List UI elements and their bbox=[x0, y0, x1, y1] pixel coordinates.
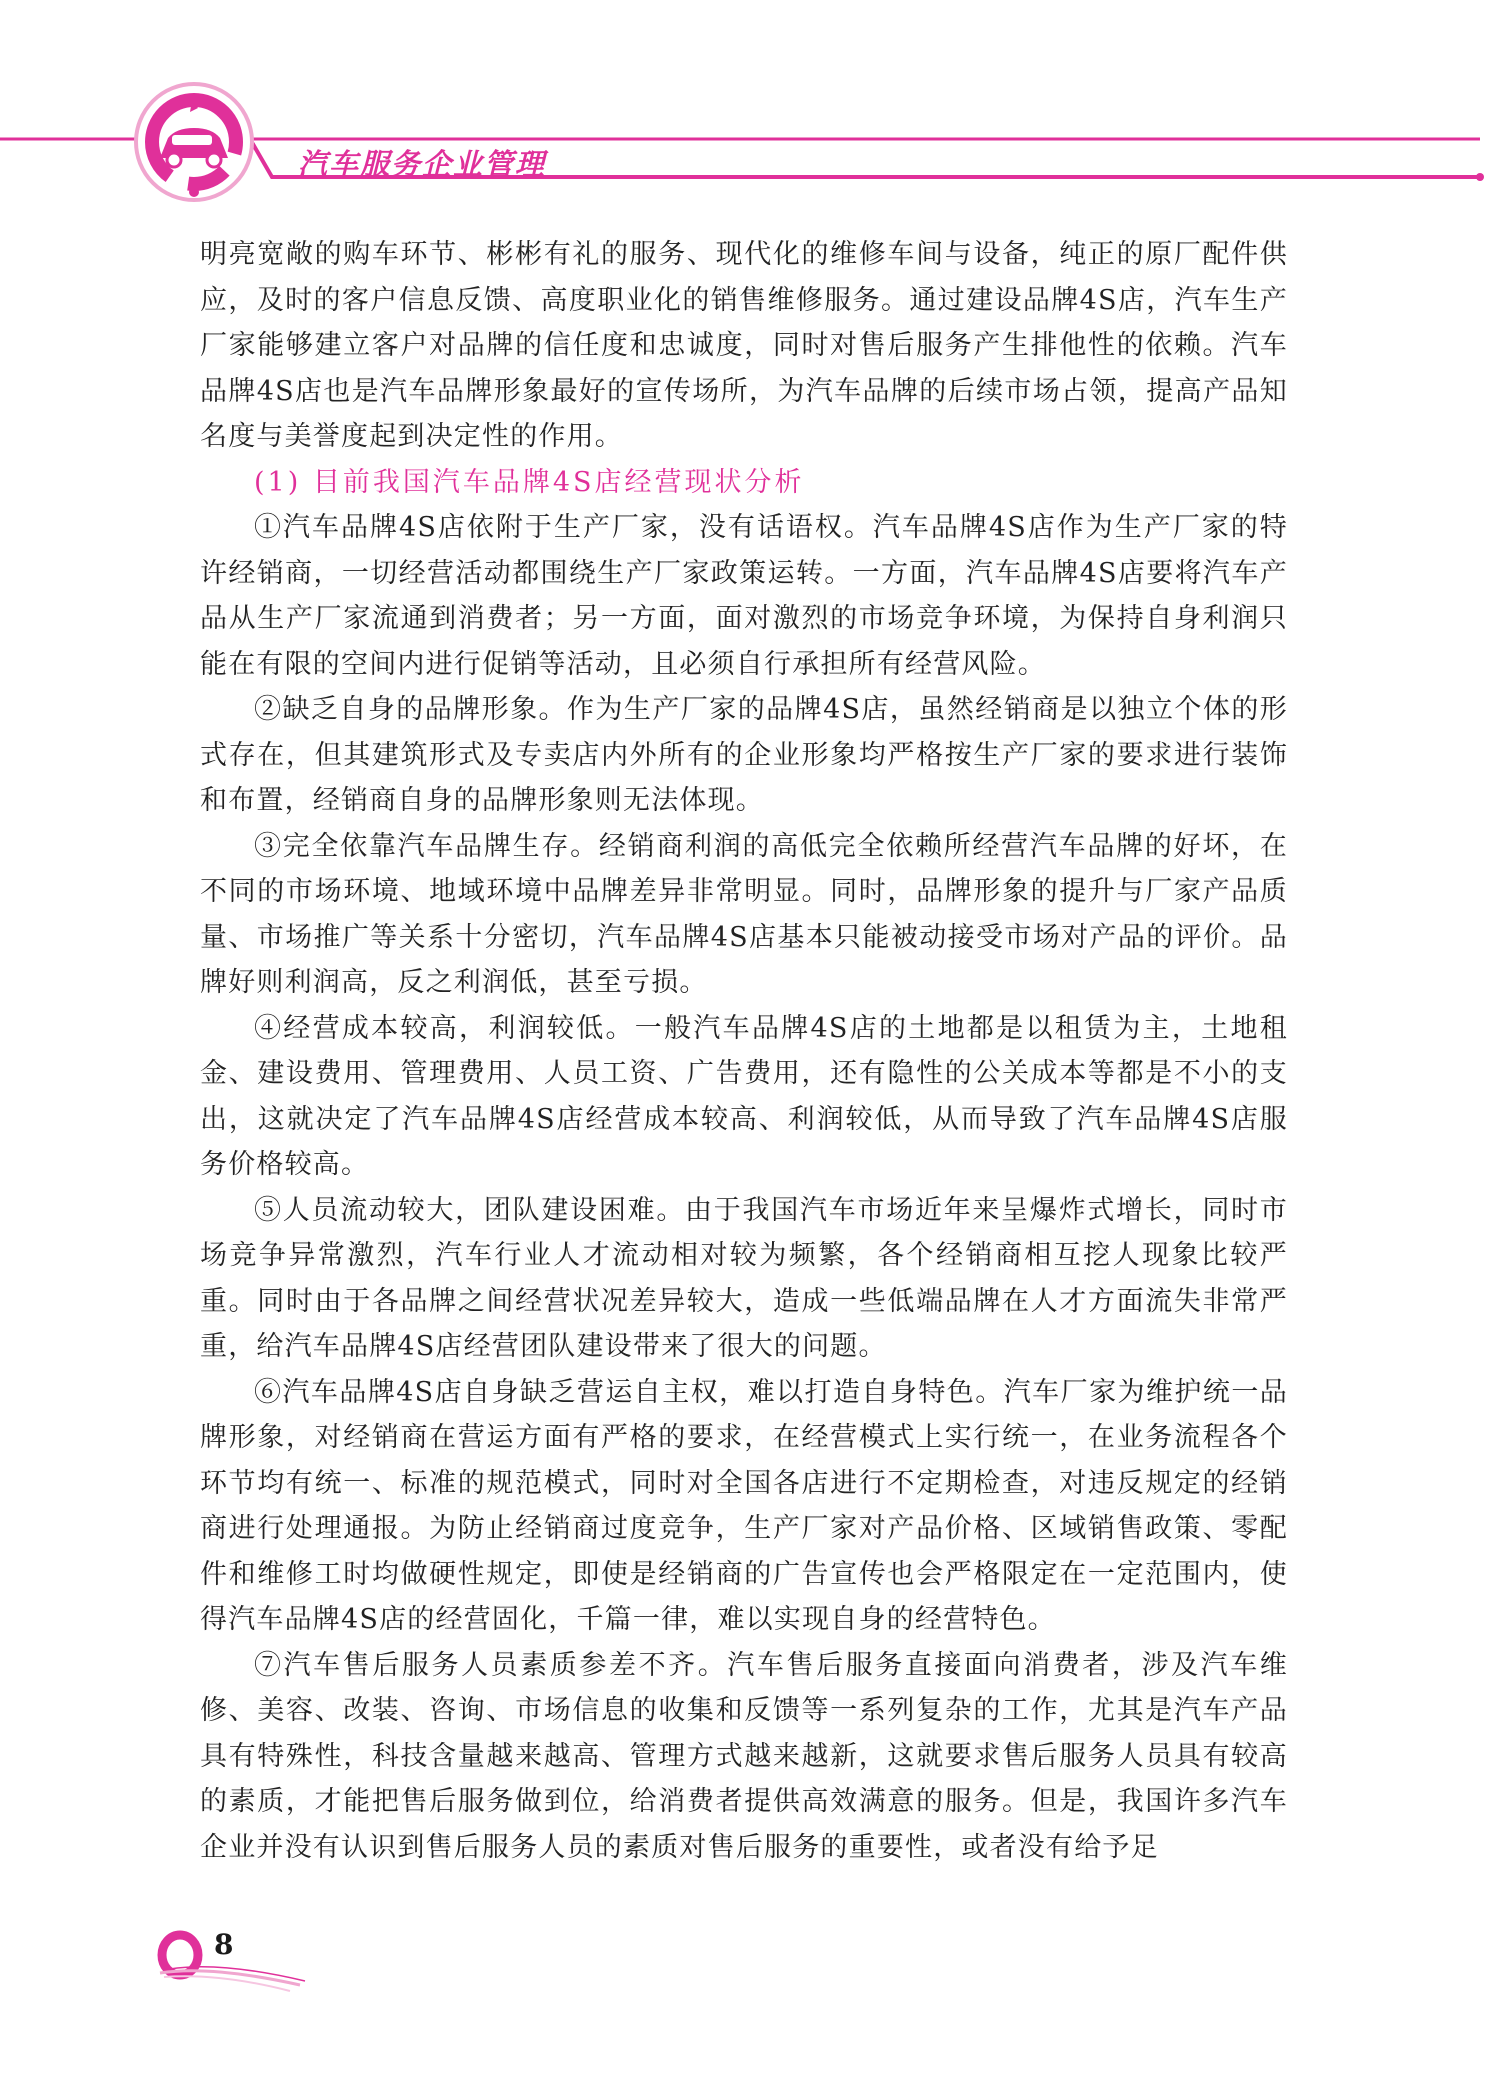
page-number: 8 bbox=[214, 1928, 234, 1961]
point-paragraph-6: ⑥汽车品牌4S店自身缺乏营运自主权，难以打造自身特色。汽车厂家为维护统一品牌形象，对经销商在营运方面有严格的要求，在经营模式上实行统一，在业务流程各个环节均有统一、标准的规范模式，同时对全国各店进行不定期检查，对违反规定的经销商进行处理通报。为防止经销商过度竞争，生产厂家对产品价格、区域销售政策、零配件和维修工时均做硬性规定，即使是经销商的广告宣传也会严格限定在一定范围内，使得汽车品牌4S店的经营固化，千篇一律，难以实现自身的经营特色。 bbox=[200, 1376, 1288, 1635]
point-paragraph-3: ③完全依靠汽车品牌生存。经销商利润的高低完全依赖所经营汽车品牌的好坏，在不同的市场环境、地域环境中品牌差异非常明显。同时，品牌形象的提升与厂家产品质量、市场推广等关系十分密切，汽车品牌4S店基本只能被动接受市场对产品的评价。品牌好则利润高，反之利润低，甚至亏损。 bbox=[200, 830, 1288, 998]
book-title: 汽车服务企业管理 bbox=[298, 147, 547, 181]
section-heading: (1) 目前我国汽车品牌4S店经营现状分析 bbox=[254, 466, 805, 498]
car-wrench-icon bbox=[132, 80, 257, 205]
page-body bbox=[200, 232, 1288, 1870]
point-paragraph-5: ⑤人员流动较大，团队建设困难。由于我国汽车市场近年来呈爆炸式增长，同时市场竞争异常激烈，汽车行业人才流动相对较为频繁，各个经销商相互挖人现象比较严重。同时由于各品牌之间经营状况差异较大，造成一些低端品牌在人才方面流失非常严重，给汽车品牌4S店经营团队建设带来了很大的问题。 bbox=[200, 1194, 1288, 1362]
intro-paragraph: 明亮宽敞的购车环节、彬彬有礼的服务、现代化的维修车间与设备，纯正的原厂配件供应，及时的客户信息反馈、高度职业化的销售维修服务。通过建设品牌4S店，汽车生产厂家能够建立客户对品牌的信任度和忠诚度，同时对售后服务产生排他性的依赖。汽车品牌4S店也是汽车品牌形象最好的宣传场所，为汽车品牌的后续市场占领，提高产品知名度与美誉度起到决定性的作用。 bbox=[200, 239, 1288, 452]
point-paragraph-4: ④经营成本较高，利润较低。一般汽车品牌4S店的土地都是以租赁为主，土地租金、建设费用、管理费用、人员工资、广告费用，还有隐性的公关成本等都是不小的支出，这就决定了汽车品牌4S店经营成本较高、利润较低，从而导致了汽车品牌4S店服务价格较高。 bbox=[200, 1012, 1288, 1180]
point-paragraph-7: ⑦汽车售后服务人员素质参差不齐。汽车售后服务直接面向消费者，涉及汽车维修、美容、改装、咨询、市场信息的收集和反馈等一系列复杂的工作，尤其是汽车产品具有特殊性，科技含量越来越高、管理方式越来越新，这就要求售后服务人员具有较高的素质，才能把售后服务做到位，给消费者提供高效满意的服务。但是，我国许多汽车企业并没有认识到售后服务人员的素质对售后服务的重要性，或者没有给予足 bbox=[200, 1649, 1288, 1863]
point-paragraph-2: ②缺乏自身的品牌形象。作为生产厂家的品牌4S店，虽然经销商是以独立个体的形式存在，但其建筑形式及专卖店内外所有的企业形象均严格按生产厂家的要求进行装饰和布置，经销商自身的品牌形象则无法体现。 bbox=[200, 694, 1288, 816]
point-paragraph-1: ①汽车品牌4S店依附于生产厂家，没有话语权。汽车品牌4S店作为生产厂家的特许经销商，一切经营活动都围绕生产厂家政策运转。一方面，汽车品牌4S店要将汽车产品从生产厂家流通到消费者；另一方面，面对激烈的市场竞争环境，为保持自身利润只能在有限的空间内进行促销等活动，且必须自行承担所有经营风险。 bbox=[200, 512, 1288, 680]
page-header bbox=[0, 0, 1504, 230]
